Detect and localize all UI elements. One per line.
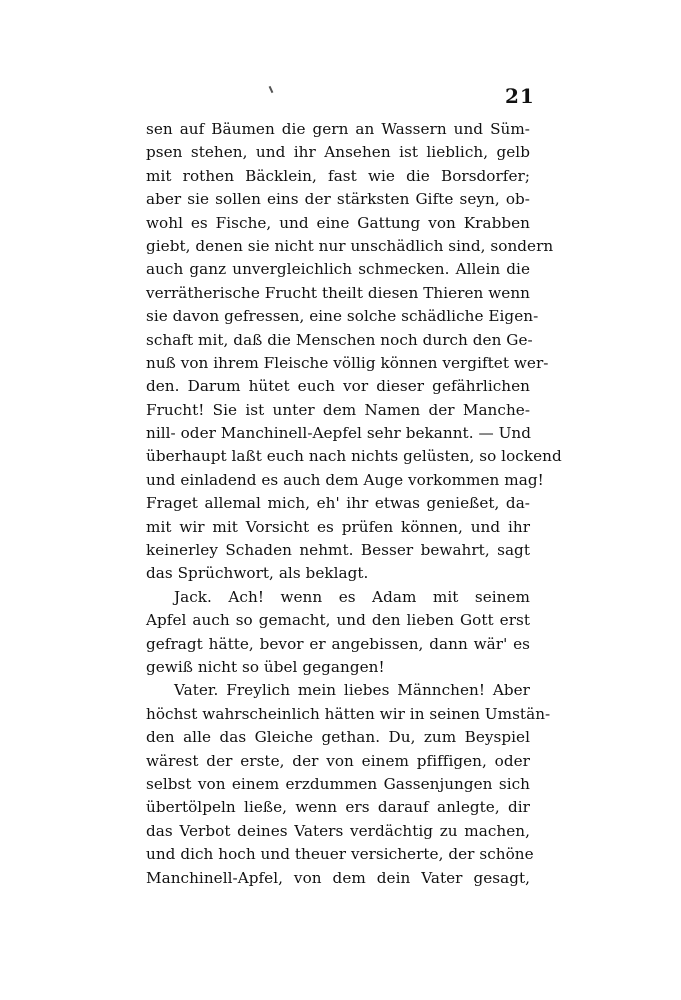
text-line: aber sie sollen eins der stärksten Gifte seyn, ob- [146, 190, 530, 209]
text-line: verrätherische Frucht theilt diesen Thieren wenn [146, 283, 530, 302]
paragraph-1 [146, 118, 562, 586]
text-line: Frucht! Sie ist unter dem Namen der Manche- [146, 400, 530, 419]
paragraph-3 [146, 679, 551, 890]
body-text [146, 118, 562, 890]
text-line: wohl es Fische, und eine Gattung von Krabben [146, 213, 530, 232]
text-line: und einladend es auch dem Auge vorkommen mag! [146, 470, 544, 489]
text-line: nuß von ihrem Fleische völlig können vergiftet wer- [146, 353, 549, 372]
text-line: psen stehen, und ihr Ansehen ist lieblich, gelb [146, 143, 530, 162]
text-line: schaft mit, daß die Menschen noch durch den Ge- [146, 330, 533, 349]
text-line: selbst von einem erzdummen Gassenjungen sich [146, 774, 530, 793]
text-line: Fraget allemal mich, eh' ihr etwas genießet, da- [146, 494, 530, 513]
text-line: den alle das Gleiche gethan. Du, zum Beyspiel [146, 728, 530, 747]
text-line: Jack. Ach! wenn es Adam mit seinem [174, 587, 530, 606]
text-line: gewiß nicht so übel gegangen! [146, 657, 385, 676]
text-line: Vater. Freylich mein liebes Männchen! Aber [174, 681, 530, 700]
text-line: übertölpeln ließe, wenn ers darauf anlegte, dir [146, 798, 530, 817]
text-line: wärest der erste, der von einem pfiffigen, oder [146, 751, 530, 770]
text-line: mit wir mit Vorsicht es prüfen können, und ihr [146, 517, 530, 536]
text-line: sen auf Bäumen die gern an Wassern und Süm- [146, 120, 530, 138]
text-line: auch ganz unvergleichlich schmecken. Allein die [146, 260, 530, 279]
page-number: 21 [505, 84, 535, 108]
text-line: gefragt hätte, bevor er angebissen, dann wär' es [146, 634, 530, 653]
text-line: giebt, denen sie nicht nur unschädlich sind, sondern [146, 236, 554, 255]
text-line: überhaupt laßt euch nach nichts gelüsten, so lockend [146, 447, 562, 466]
text-line: das Sprüchwort, als beklagt. [146, 564, 369, 583]
text-line: und dich hoch und theuer versicherte, der schöne [146, 845, 534, 864]
text-line: sie davon gefressen, eine solche schädliche Eigen- [146, 307, 539, 326]
paragraph-2 [146, 586, 530, 680]
text-line: höchst wahrscheinlich hätten wir in seinen Umstän- [146, 704, 551, 723]
text-line: keinerley Schaden nehmt. Besser bewahrt, sagt [146, 541, 530, 560]
ink-speck [269, 86, 274, 93]
text-line: nill- oder Manchinell-Aepfel sehr bekannt. — Und [146, 424, 532, 443]
text-line: Manchinell-Apfel, von dem dein Vater gesagt, [146, 868, 530, 887]
text-line: mit rothen Bäcklein, fast wie die Borsdorfer; [146, 166, 530, 185]
text-line: den. Darum hütet euch vor dieser gefährlichen [146, 377, 530, 396]
text-line: Apfel auch so gemacht, und den lieben Gott erst [146, 611, 530, 630]
text-line: das Verbot deines Vaters verdächtig zu machen, [146, 821, 530, 840]
